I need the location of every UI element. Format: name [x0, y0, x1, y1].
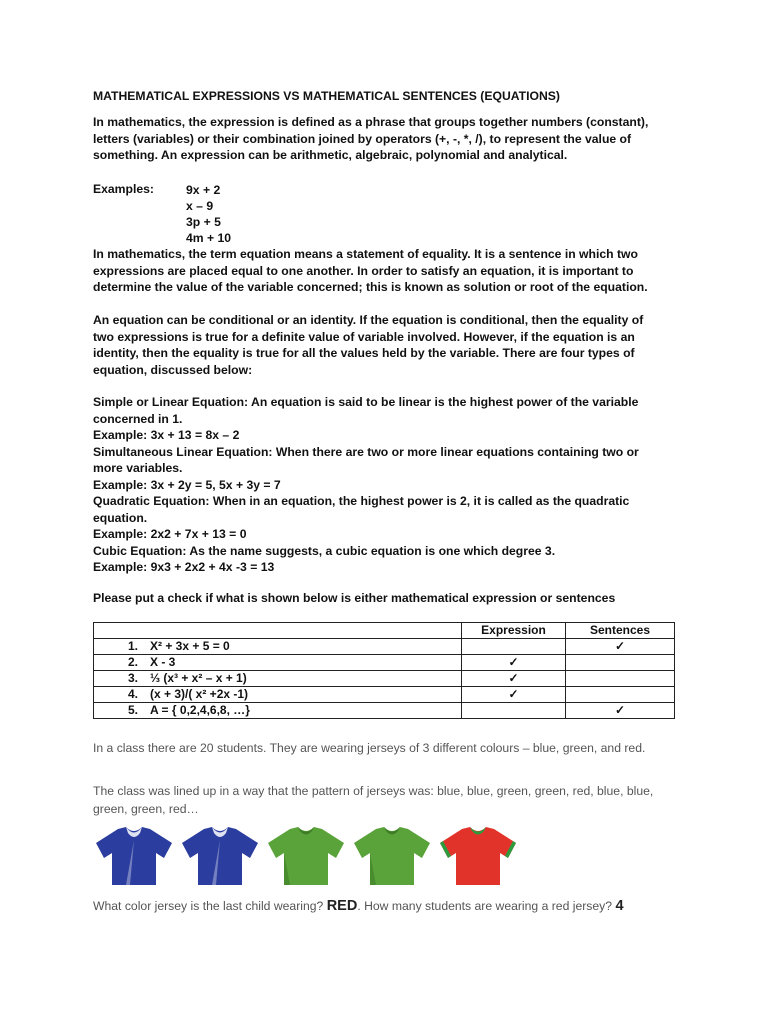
simultaneous-equation-desc: [93, 444, 658, 477]
sentence-check-cell[interactable]: [566, 687, 675, 703]
linear-equation-desc: [93, 394, 658, 427]
green-jersey-icon: [354, 826, 430, 886]
expression-check-cell[interactable]: ✓: [462, 655, 566, 671]
table-header-expression: Expression: [462, 623, 566, 639]
sentence-check-cell[interactable]: ✓: [566, 639, 675, 655]
check-table: [93, 622, 675, 719]
cubic-label: Cubic Equation:: [93, 543, 187, 558]
table-row: [94, 687, 675, 703]
cubic-text: As the name suggests, a cubic equation is one which degree 3.: [186, 543, 556, 558]
example-item: 4m + 10: [186, 231, 232, 245]
table-header-cell: [94, 623, 462, 639]
intro-paragraph: In mathematics, the expression is defined as a phrase that groups together numbers (constant), letters (variables) or their combination joined by operators (+, -, *, /), to represent the value of something. An expression can be arithmetic, algebraic, polynomial and analytical.: [93, 115, 649, 162]
table-header-sentences: Sentences: [566, 623, 675, 639]
row-item: X - 3: [150, 655, 176, 669]
answer-red: RED: [326, 898, 358, 914]
question-red-count: . How many students are wearing a red jersey?: [357, 899, 613, 913]
question-last-child: What color jersey is the last child wearing?: [93, 899, 324, 913]
example-item: x – 9: [186, 199, 214, 213]
sentence-check-cell[interactable]: ✓: [566, 703, 675, 719]
expression-check-cell[interactable]: ✓: [462, 687, 566, 703]
row-number: 1.: [127, 639, 138, 653]
linear-label: Simple or Linear Equation:: [93, 395, 249, 409]
sentence-check-cell[interactable]: [566, 671, 675, 687]
row-item: (x + 3)/( x² +2x -1): [150, 687, 249, 701]
simultaneous-text: When there are two or more linear equations containing two or more variables.: [93, 444, 639, 475]
expression-check-cell[interactable]: [462, 639, 566, 655]
row-item: ⅓ (x³ + x² – x + 1): [150, 671, 247, 685]
expression-check-cell[interactable]: ✓: [462, 671, 566, 687]
page-title: MATHEMATICAL EXPRESSIONS VS MATHEMATICAL SENTENCES (EQUATIONS): [93, 89, 560, 103]
quadratic-example: Example: 2x2 + 7x + 13 = 0: [93, 527, 247, 541]
simultaneous-label: Simultaneous Linear Equation:: [93, 444, 273, 459]
table-row: [94, 655, 675, 671]
red-jersey-icon: [440, 826, 516, 886]
quadratic-text: When in an equation, the highest power is 2, it is called as the quadratic equation.: [93, 494, 630, 525]
table-header-row: [94, 623, 675, 639]
pattern-paragraph: The class was lined up in a way that the pattern of jerseys was: blue, blue, green, green, red, blue, blue, green, green, red…: [93, 784, 654, 816]
equation-types: [93, 394, 658, 576]
check-instruction: Please put a check if what is shown below is either mathematical expression or sentences: [93, 591, 616, 605]
sentence-check-cell[interactable]: [566, 655, 675, 671]
blue-jersey-icon: [182, 826, 258, 886]
cubic-equation-desc: [93, 543, 658, 560]
row-item: A = { 0,2,4,6,8, …}: [150, 703, 250, 717]
linear-text: An equation is said to be linear is the highest power of the variable concerned in 1.: [93, 395, 639, 426]
cubic-example: Example: 9x3 + 2x2 + 4x -3 = 13: [93, 560, 275, 574]
row-number: 3.: [127, 671, 138, 685]
row-item: X² + 3x + 5 = 0: [150, 639, 230, 653]
linear-example: Example: 3x + 13 = 8x – 2: [93, 428, 240, 442]
table-row: [94, 671, 675, 687]
class-paragraph: In a class there are 20 students. They are wearing jerseys of 3 different colours – blue, green, and red.: [93, 741, 646, 755]
row-number: 2.: [127, 655, 138, 669]
question-line: [93, 898, 713, 916]
equation-definition: In mathematics, the term equation means a statement of equality. It is a sentence in which two expressions are placed equal to one another. In order to satisfy an equation, it is important to determine the value of the variable concerned; this is known as solution or root of the equation.: [93, 247, 648, 294]
green-jersey-icon: [268, 826, 344, 886]
simultaneous-example: Example: 3x + 2y = 5, 5x + 3y = 7: [93, 477, 281, 492]
table-row: [94, 703, 675, 719]
table-row: [94, 639, 675, 655]
expression-check-cell[interactable]: [462, 703, 566, 719]
row-number: 4.: [127, 687, 138, 701]
example-item: 3p + 5: [186, 215, 221, 229]
quadratic-equation-desc: [93, 493, 658, 526]
blue-jersey-icon: [96, 826, 172, 886]
quadratic-label: Quadratic Equation:: [93, 494, 210, 508]
example-item: 9x + 2: [186, 183, 221, 197]
examples-label: Examples:: [93, 182, 154, 196]
answer-count: 4: [615, 898, 624, 914]
conditional-paragraph: An equation can be conditional or an identity. If the equation is conditional, then the equality of two expressions is true for a definite value of variable involved. However, if the equation is an identity, then the equality is true for all the values held by the variable. There are four types of equation, discussed below:: [93, 313, 644, 377]
row-number: 5.: [127, 703, 138, 717]
